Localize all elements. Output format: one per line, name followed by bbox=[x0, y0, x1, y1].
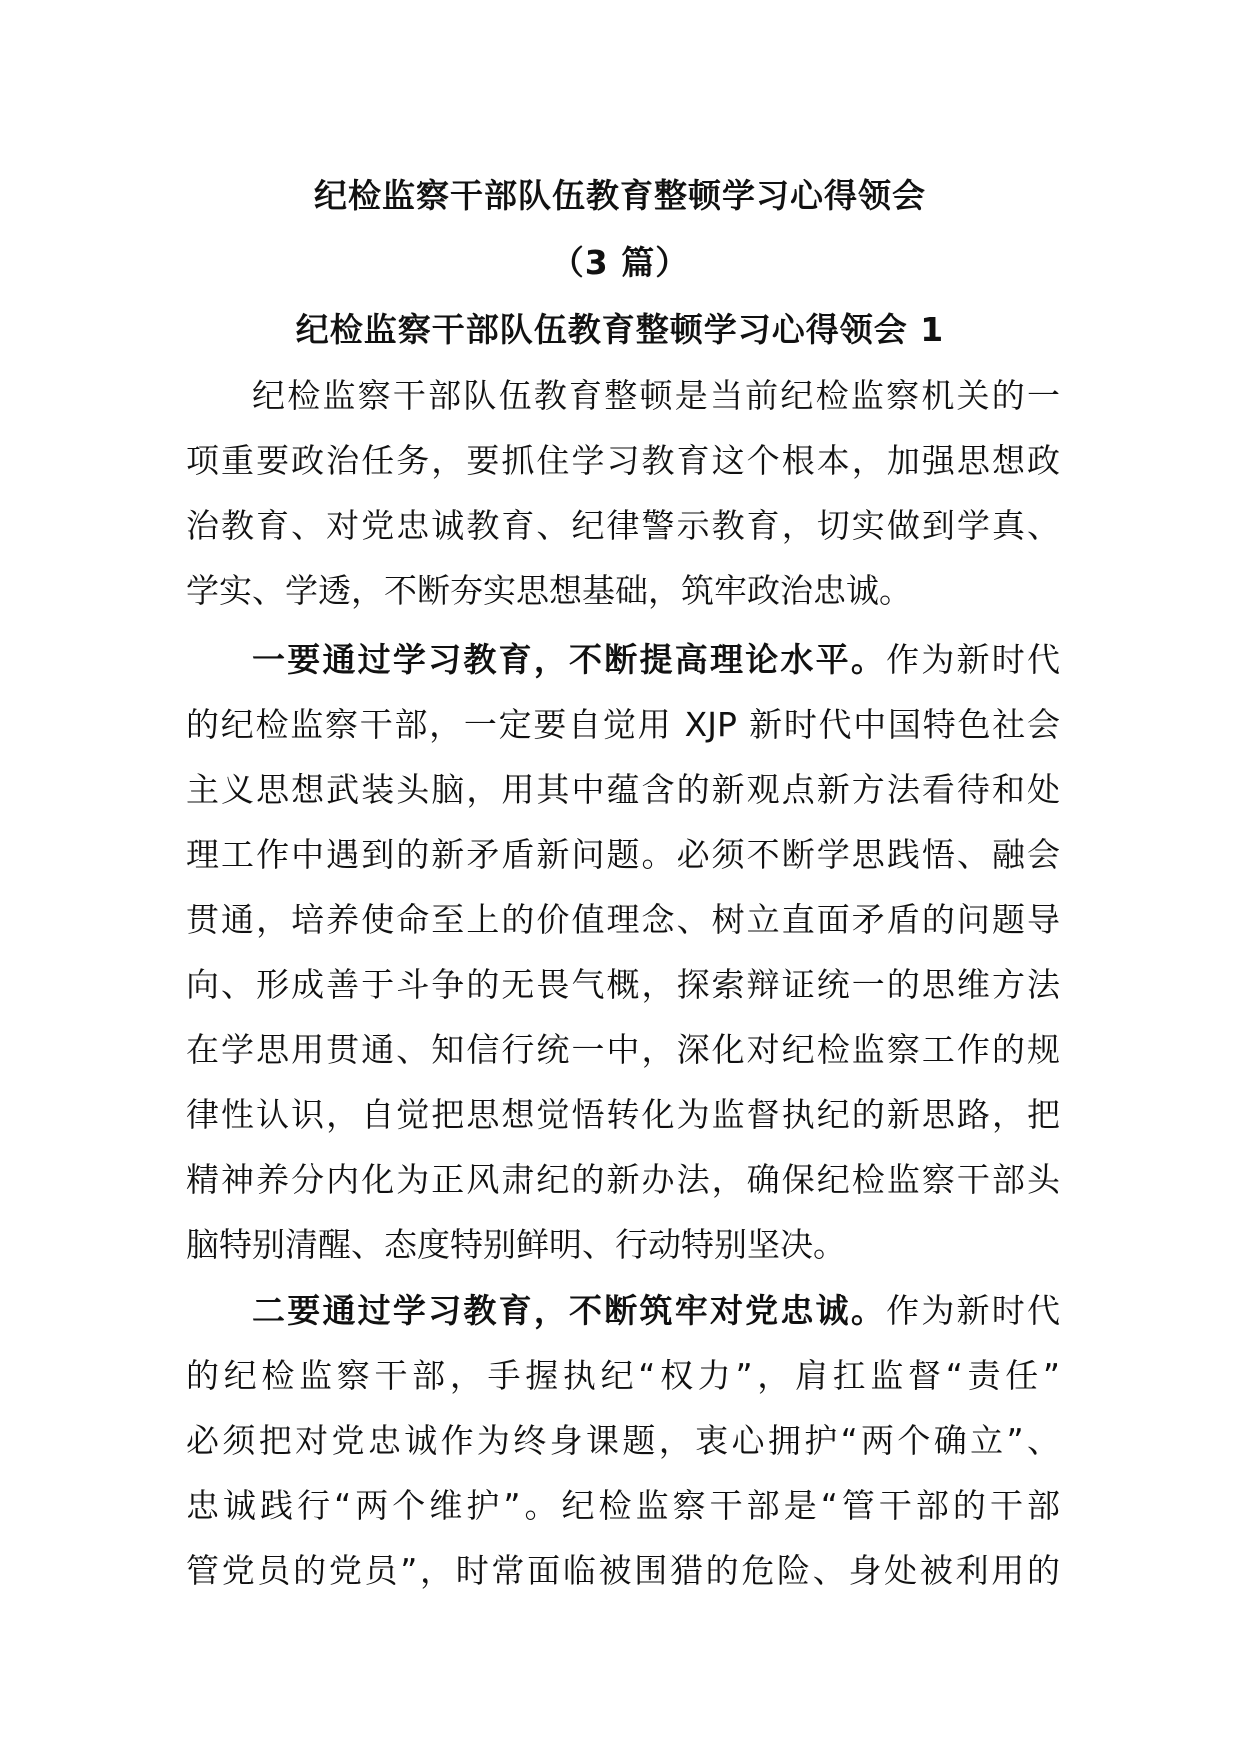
paragraph-line: 学实、学透，不断夯实思想基础，筑牢政治忠诚。 bbox=[186, 571, 912, 610]
paragraph-intro bbox=[186, 363, 1060, 623]
paragraph-lead: 一要通过学习教育，不断提高理论水平。 bbox=[252, 640, 887, 679]
paragraph-lead: 二要通过学习教育，不断筑牢对党忠诚。 bbox=[252, 1291, 887, 1330]
paragraph-line: 主义思想武装头脑，用其中蕴含的新观点新方法看待和处 bbox=[186, 770, 1060, 809]
paragraph-line: 纪检监察干部队伍教育整顿是当前纪检监察机关的一 bbox=[252, 376, 1060, 415]
paragraph-line: 项重要政治任务，要抓住学习教育这个根本，加强思想政 bbox=[186, 441, 1060, 480]
paragraph-line: 管党员的党员”，时常面临被围猎的危险、身处被利用的 bbox=[186, 1551, 1060, 1590]
paragraph-line: 精神养分内化为正风肃纪的新办法，确保纪检监察干部头 bbox=[186, 1160, 1060, 1199]
paragraph-line: 的纪检监察干部，手握执纪“权力”，肩扛监督“责任” bbox=[186, 1356, 1060, 1395]
paragraph-loyalty bbox=[186, 1278, 1060, 1603]
paragraph-lead-rest: 作为新时代 bbox=[886, 640, 1061, 679]
paragraph-lead-rest: 作为新时代 bbox=[886, 1291, 1061, 1330]
paragraph-first-line bbox=[186, 627, 1060, 692]
paragraph-line: 在学思用贯通、知信行统一中，深化对纪检监察工作的规 bbox=[186, 1030, 1060, 1069]
paragraph-line: 理工作中遇到的新矛盾新问题。必须不断学思践悟、融会 bbox=[186, 835, 1060, 874]
paragraph-line: 律性认识，自觉把思想觉悟转化为监督执纪的新思路，把 bbox=[186, 1095, 1060, 1134]
paragraph-line: 必须把对党忠诚作为终身课题，衷心拥护“两个确立”、 bbox=[186, 1421, 1060, 1460]
paragraph-first-line bbox=[186, 1278, 1060, 1343]
paragraph-theory bbox=[186, 627, 1060, 1277]
paragraph-line: 治教育、对党忠诚教育、纪律警示教育，切实做到学真、 bbox=[186, 506, 1060, 545]
document-title-count: （3 篇） bbox=[550, 243, 690, 282]
paragraph-line: 忠诚践行“两个维护”。纪检监察干部是“管干部的干部 bbox=[186, 1486, 1060, 1525]
paragraph-line: 贯通，培养使命至上的价值理念、树立直面矛盾的问题导 bbox=[186, 900, 1060, 939]
paragraph-line: 脑特别清醒、态度特别鲜明、行动特别坚决。 bbox=[186, 1225, 846, 1264]
paragraph-line: 的纪检监察干部，一定要自觉用 XJP 新时代中国特色社会 bbox=[186, 705, 1060, 744]
section-heading: 纪检监察干部队伍教育整顿学习心得领会 1 bbox=[295, 310, 945, 349]
document-title: 纪检监察干部队伍教育整顿学习心得领会 bbox=[314, 176, 926, 215]
paragraph-line: 向、形成善于斗争的无畏气概，探索辩证统一的思维方法 bbox=[186, 965, 1060, 1004]
